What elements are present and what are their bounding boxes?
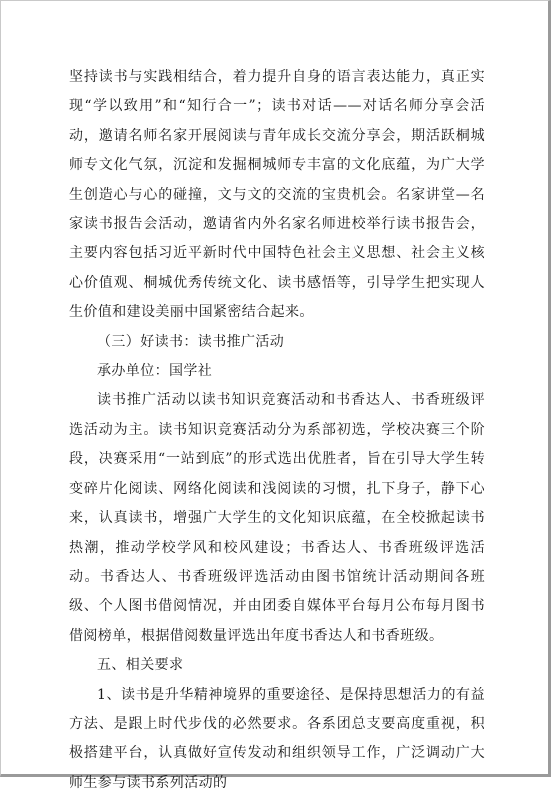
section-heading-reading-promotion: （三）好读书：读书推广活动 — [97, 333, 285, 350]
organizer-line: 承办单位：国学社 — [97, 363, 213, 380]
paragraph-requirement-1: 1、读书是升华精神境界的重要途径、是保持思想活力的有益方法、是跟上时代步伐的必然要求。各系团总支要高度重视，积极搭建平台，认真做好宣传发动和组织领导工作，广泛调动广大师生参与读书系列活动的 — [69, 686, 485, 791]
paragraph-reading-dialogue: 坚持读书与实践相结合，着力提升自身的语言表达能力，真正实现“学以致用”和“知行合一”；读书对话——对话名师分享会活动，邀请名师名家开展阅读与青年成长交流分享会，期活跃桐城师专文化气氛，沉淀和发掘桐城师专丰富的文化底蕴，为广大学生创造心与心的碰撞，文与文的交流的宝贵机会。名家讲堂—名家读书报告会活动，邀请省内外名家名师进校举行读书报告会，主要内容包括习近平新时代中国特色社会主义思想、社会主义核心价值观、桐城优秀传统文化、读书感悟等，引导学生把实现人生价值和建设美丽中国紧密结合起来。 — [69, 69, 485, 321]
document-body — [69, 63, 485, 798]
section-heading-requirements: 五、相关要求 — [97, 657, 184, 674]
paragraph-reading-promotion: 读书推广活动以读书知识竞赛活动和书香达人、书香班级评选活动为主。读书知识竞赛活动分为系部初选，学校决赛三个阶段，决赛采用“一站到底”的形式选出优胜者，旨在引导大学生转变碎片化阅读、网络化阅读和浅阅读的习惯，扎下身子，静下心来，认真读书，增强广大学生的文化知识底蕴，在全校掀起读书热潮，推动学校学风和校风建设；书香达人、书香班级评选活动。书香达人、书香班级评选活动由图书馆统计活动期间各班级、个人图书借阅情况，并由团委自媒体平台每月公布每月图书借阅榜单，根据借阅数量评选出年度书香达人和书香班级。 — [69, 392, 485, 644]
